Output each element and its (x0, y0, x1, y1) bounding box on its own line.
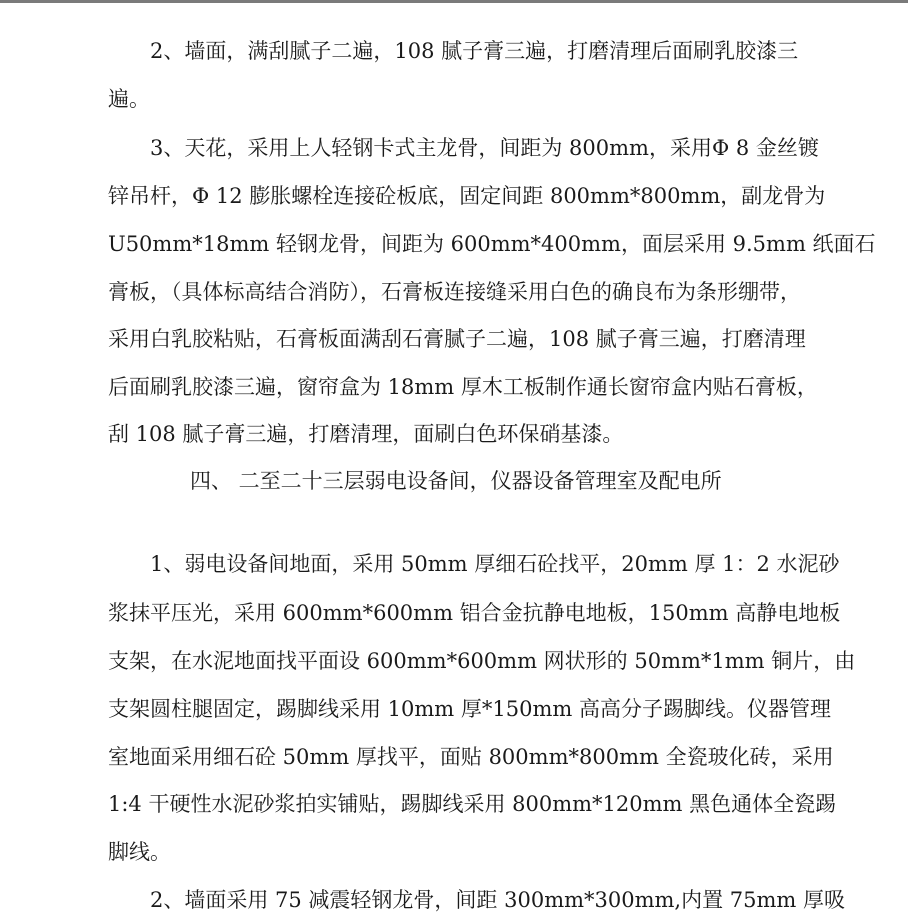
text-line: 室地面采用细石砼 50mm 厚找平，面贴 800mm*800mm 全瓷玻化砖，采用 (108, 745, 834, 769)
text-line: 1、弱电设备间地面，采用 50mm 厚细石砼找平，20mm 厚 1：2 水泥砂 (150, 552, 840, 576)
text-line: 遍。 (108, 87, 150, 111)
text-line: 3、天花，采用上人轻钢卡式主龙骨，间距为 800mm，采用Φ 8 金丝镀 (150, 136, 819, 160)
text-line: 支架，在水泥地面找平面设 600mm*600mm 网状形的 50mm*1mm 铜片，由 (108, 649, 856, 673)
text-line: 刮 108 腻子膏三遍，打磨清理，面刷白色环保硝基漆。 (108, 422, 624, 446)
text-line: 支架圆柱腿固定，踢脚线采用 10mm 厚*150mm 高高分子踢脚线。仪器管理 (108, 697, 831, 721)
text-line: 后面刷乳胶漆三遍，窗帘盒为 18mm 厚木工板制作通长窗帘盒内贴石膏板， (108, 375, 818, 399)
text-line: 浆抹平压光，采用 600mm*600mm 铝合金抗静电地板，150mm 高静电地板 (108, 601, 841, 625)
section-heading: 四、 二至二十三层弱电设备间，仪器设备管理室及配电所 (190, 469, 722, 493)
text-line: U50mm*18mm 轻钢龙骨，间距为 600mm*400mm，面层采用 9.5mm 纸面石 (108, 232, 876, 256)
top-border (0, 0, 908, 3)
text-line: 锌吊杆，Φ 12 膨胀螺栓连接砼板底，固定间距 800mm*800mm，副龙骨为 (108, 184, 826, 208)
text-line: 脚线。 (108, 840, 171, 864)
text-line: 采用白乳胶粘贴，石膏板面满刮石膏腻子二遍，108 腻子膏三遍，打磨清理 (108, 327, 806, 351)
text-line: 膏板，（具体标高结合消防），石膏板连接缝采用白色的确良布为条形绷带， (108, 280, 801, 304)
text-line: 2、墙面，满刮腻子二遍，108 腻子膏三遍，打磨清理后面刷乳胶漆三 (150, 39, 799, 63)
text-line: 1:4 干硬性水泥砂浆拍实铺贴，踢脚线采用 800mm*120mm 黑色通体全瓷踢 (108, 792, 837, 816)
text-line: 2、墙面采用 75 减震轻钢龙骨，间距 300mm*300mm,内置 75mm 厚吸 (150, 888, 845, 912)
